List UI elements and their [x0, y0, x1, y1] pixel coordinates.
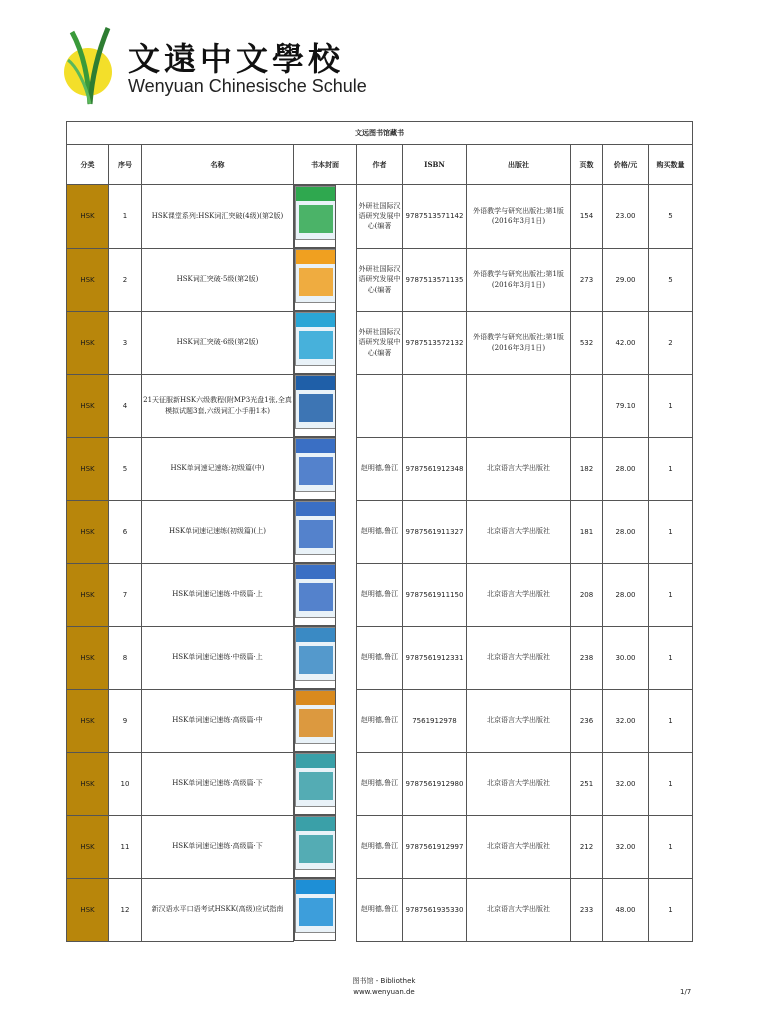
title-cell: HSK单词速记速练:初级篇(中)	[142, 437, 294, 500]
publisher-cell: 外语教学与研究出版社;第1版(2016年3月1日)	[467, 311, 571, 374]
pages-cell: 154	[571, 185, 603, 249]
price-cell: 28.00	[603, 437, 649, 500]
author-cell: 赵明德,鲁江	[357, 437, 403, 500]
title-cell: HSK单词速记速练·高级篇·中	[142, 689, 294, 752]
publisher-cell: 北京语言大学出版社	[467, 437, 571, 500]
footer-library-label: 图书馆 - Bibliothek	[352, 977, 416, 985]
quantity-cell: 1	[649, 689, 693, 752]
cover-cell	[294, 815, 336, 878]
column-header: 页数	[571, 145, 603, 185]
isbn-cell: 9787561912997	[403, 815, 467, 878]
table-row	[67, 563, 693, 626]
price-cell: 28.00	[603, 563, 649, 626]
publisher-cell: 北京语言大学出版社	[467, 689, 571, 752]
price-cell: 30.00	[603, 626, 649, 689]
category-cell: HSK	[67, 500, 109, 563]
title-cell: HSK单词速记速练(初级篇)(上)	[142, 500, 294, 563]
price-cell: 42.00	[603, 311, 649, 374]
book-cover-image	[295, 753, 336, 807]
publisher-cell: 北京语言大学出版社	[467, 626, 571, 689]
table-row	[67, 185, 693, 249]
quantity-cell: 1	[649, 752, 693, 815]
number-cell: 8	[109, 626, 142, 689]
number-cell: 9	[109, 689, 142, 752]
price-cell: 32.00	[603, 689, 649, 752]
book-cover-image	[295, 816, 336, 870]
table-row	[67, 626, 693, 689]
category-cell: HSK	[67, 563, 109, 626]
pages-cell: 238	[571, 626, 603, 689]
quantity-cell: 1	[649, 500, 693, 563]
author-cell: 赵明德,鲁江	[357, 689, 403, 752]
number-cell: 11	[109, 815, 142, 878]
cover-cell	[294, 689, 336, 752]
isbn-cell: 9787513571135	[403, 248, 467, 311]
table-row	[67, 815, 693, 878]
quantity-cell: 1	[649, 374, 693, 437]
column-header: 分类	[67, 145, 109, 185]
isbn-cell: 9787561912348	[403, 437, 467, 500]
title-cell: HSK课堂系列:HSK词汇突破(4级)(第2版)	[142, 185, 294, 249]
title-cell: HSK单词速记速练·高级篇·下	[142, 752, 294, 815]
table-row	[67, 311, 693, 374]
quantity-cell: 1	[649, 563, 693, 626]
column-header: 购买数量	[649, 145, 693, 185]
number-cell: 2	[109, 248, 142, 311]
isbn-cell: 9787561912331	[403, 626, 467, 689]
author-cell: 赵明德,鲁江	[357, 500, 403, 563]
book-cover-image	[295, 879, 336, 933]
cover-cell	[294, 878, 336, 941]
cover-cell	[294, 500, 336, 563]
category-cell: HSK	[67, 374, 109, 437]
number-cell: 7	[109, 563, 142, 626]
category-cell: HSK	[67, 311, 109, 374]
author-cell: 赵明德,鲁江	[357, 563, 403, 626]
number-cell: 4	[109, 374, 142, 437]
pages-cell: 236	[571, 689, 603, 752]
book-cover-image	[295, 249, 336, 303]
category-cell: HSK	[67, 437, 109, 500]
price-cell: 28.00	[603, 500, 649, 563]
isbn-cell: 9787561911327	[403, 500, 467, 563]
pages-cell: 532	[571, 311, 603, 374]
category-cell: HSK	[67, 185, 109, 249]
book-cover-image	[295, 375, 336, 429]
column-header: 作者	[357, 145, 403, 185]
quantity-cell: 1	[649, 437, 693, 500]
book-cover-image	[295, 690, 336, 744]
cover-cell	[294, 311, 336, 374]
library-book-table	[66, 121, 693, 942]
title-cell: HSK单词速记速练·高级篇·下	[142, 815, 294, 878]
title-cell: 21天征服新HSK六级教程(附MP3光盘1张,全真模拟试题3套,六级词汇小手册1本)	[142, 374, 294, 437]
pages-cell: 182	[571, 437, 603, 500]
column-header: 价格/元	[603, 145, 649, 185]
author-cell: 外研社国际汉语研究发展中心(编著	[357, 311, 403, 374]
cover-cell	[294, 185, 336, 248]
book-cover-image	[295, 186, 336, 240]
price-cell: 29.00	[603, 248, 649, 311]
author-cell: 赵明德,鲁江	[357, 626, 403, 689]
table-row	[67, 374, 693, 437]
isbn-cell: 7561912978	[403, 689, 467, 752]
cover-cell	[294, 752, 336, 815]
column-header: 名称	[142, 145, 294, 185]
table-row	[67, 752, 693, 815]
isbn-cell: 9787561935330	[403, 878, 467, 941]
price-cell: 48.00	[603, 878, 649, 941]
category-cell: HSK	[67, 626, 109, 689]
publisher-cell: 外语教学与研究出版社;第1版(2016年3月1日)	[467, 185, 571, 249]
book-cover-image	[295, 627, 336, 681]
title-cell: HSK单词速记速练·中级篇·上	[142, 626, 294, 689]
pages-cell: 233	[571, 878, 603, 941]
category-cell: HSK	[67, 689, 109, 752]
number-cell: 12	[109, 878, 142, 941]
header	[62, 24, 367, 106]
number-cell: 5	[109, 437, 142, 500]
category-cell: HSK	[67, 878, 109, 941]
category-cell: HSK	[67, 248, 109, 311]
author-cell: 外研社国际汉语研究发展中心(编著	[357, 248, 403, 311]
school-name-english: Wenyuan Chinesische Schule	[128, 76, 367, 96]
isbn-cell	[403, 374, 467, 437]
title-cell: HSK词汇突破·6级(第2版)	[142, 311, 294, 374]
quantity-cell: 5	[649, 185, 693, 249]
table-row	[67, 248, 693, 311]
quantity-cell: 1	[649, 878, 693, 941]
publisher-cell: 北京语言大学出版社	[467, 563, 571, 626]
title-cell: HSK单词速记速练·中级篇·上	[142, 563, 294, 626]
author-cell: 赵明德,鲁江	[357, 878, 403, 941]
pages-cell: 181	[571, 500, 603, 563]
number-cell: 6	[109, 500, 142, 563]
page-number: 1/7	[680, 988, 692, 996]
pages-cell: 212	[571, 815, 603, 878]
author-cell	[357, 374, 403, 437]
table-row	[67, 500, 693, 563]
cover-cell	[294, 563, 336, 626]
footer-website-link[interactable]: www.wenyuan.de	[353, 988, 415, 996]
pages-cell: 208	[571, 563, 603, 626]
isbn-cell: 9787561912980	[403, 752, 467, 815]
title-cell: 新汉语水平口语考试HSKK(高级)应试指南	[142, 878, 294, 941]
author-cell: 外研社国际汉语研究发展中心(编著	[357, 185, 403, 249]
cover-cell	[294, 437, 336, 500]
quantity-cell: 1	[649, 626, 693, 689]
column-header: 序号	[109, 145, 142, 185]
number-cell: 10	[109, 752, 142, 815]
table-row	[67, 878, 693, 941]
column-header: ISBN	[403, 145, 467, 185]
quantity-cell: 2	[649, 311, 693, 374]
quantity-cell: 1	[649, 815, 693, 878]
title-cell: HSK词汇突破·5级(第2版)	[142, 248, 294, 311]
author-cell: 赵明德,鲁江	[357, 815, 403, 878]
book-cover-image	[295, 312, 336, 366]
pages-cell: 273	[571, 248, 603, 311]
publisher-cell: 北京语言大学出版社	[467, 500, 571, 563]
price-cell: 79.10	[603, 374, 649, 437]
isbn-cell: 9787513571142	[403, 185, 467, 249]
quantity-cell: 5	[649, 248, 693, 311]
column-header: 出版社	[467, 145, 571, 185]
publisher-cell: 北京语言大学出版社	[467, 752, 571, 815]
price-cell: 32.00	[603, 815, 649, 878]
category-cell: HSK	[67, 815, 109, 878]
school-name-chinese: 文遠中文學校	[128, 40, 345, 78]
book-cover-image	[295, 564, 336, 618]
category-cell: HSK	[67, 752, 109, 815]
school-logo	[62, 24, 124, 106]
table-title: 文远图书馆藏书	[67, 122, 693, 145]
author-cell: 赵明德,鲁江	[357, 752, 403, 815]
pages-cell	[571, 374, 603, 437]
book-cover-image	[295, 438, 336, 492]
cover-cell	[294, 374, 336, 437]
table-row	[67, 689, 693, 752]
publisher-cell: 外语教学与研究出版社;第1版(2016年3月1日)	[467, 248, 571, 311]
number-cell: 3	[109, 311, 142, 374]
table-row	[67, 437, 693, 500]
cover-cell	[294, 248, 336, 311]
book-cover-image	[295, 501, 336, 555]
isbn-cell: 9787561911150	[403, 563, 467, 626]
number-cell: 1	[109, 185, 142, 249]
publisher-cell	[467, 374, 571, 437]
publisher-cell: 北京语言大学出版社	[467, 815, 571, 878]
price-cell: 32.00	[603, 752, 649, 815]
column-header: 书本封面	[294, 145, 357, 185]
price-cell: 23.00	[603, 185, 649, 249]
isbn-cell: 9787513572132	[403, 311, 467, 374]
cover-cell	[294, 626, 336, 689]
pages-cell: 251	[571, 752, 603, 815]
publisher-cell: 北京语言大学出版社	[467, 878, 571, 941]
